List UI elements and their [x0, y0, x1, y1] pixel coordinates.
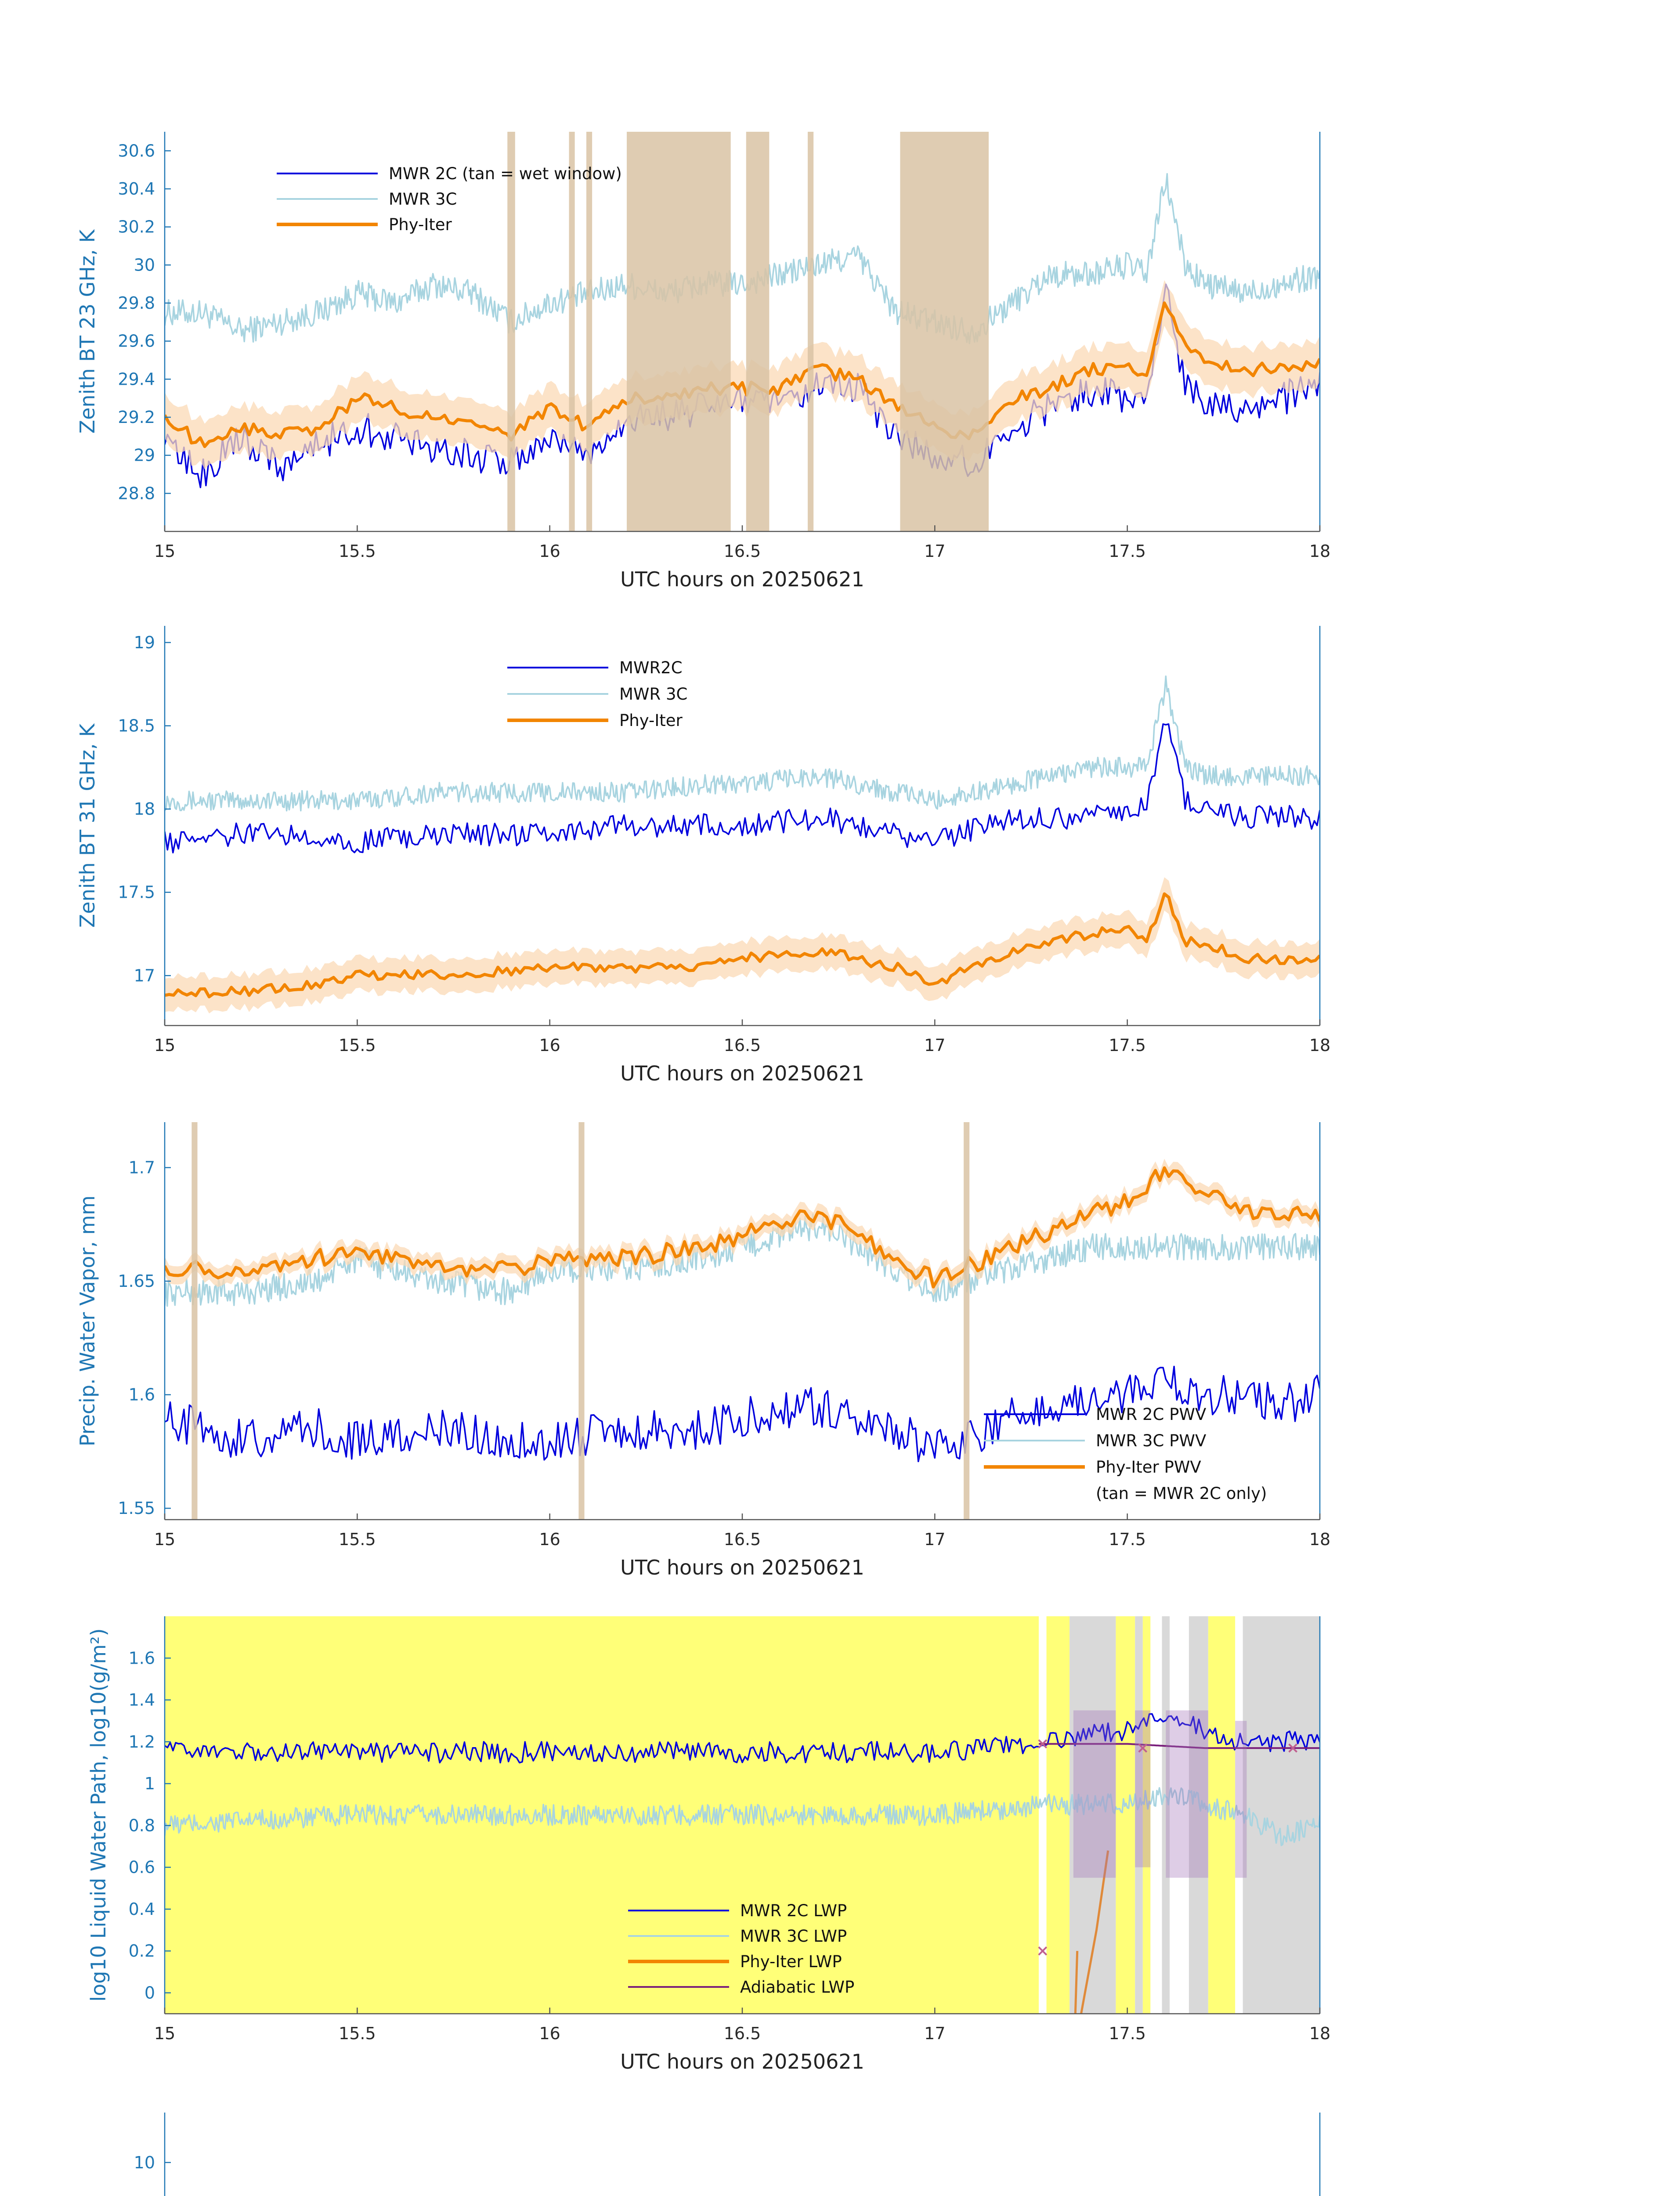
wet-window-shade [191, 1122, 197, 1520]
y-tick-label: 29 [134, 445, 155, 465]
adiabatic-uncertainty [1073, 1710, 1116, 1878]
y-tick-label: 18.5 [118, 716, 155, 736]
lwp-marker [1039, 1947, 1047, 1955]
y-tick-label: 17 [134, 966, 155, 986]
x-tick-label: 16.5 [723, 2024, 761, 2043]
clear-sky-shade [1047, 1616, 1070, 2014]
adiabatic-uncertainty [1135, 1710, 1150, 1867]
legend-label: Phy-Iter [389, 215, 452, 234]
y-tick-label: 1.2 [128, 1732, 155, 1752]
series-uncertainty-band [165, 877, 1320, 1013]
wet-window-shade [578, 1122, 584, 1520]
panel-p4 [87, 1616, 1330, 2073]
y-tick-label: 0.8 [128, 1816, 155, 1835]
adiabatic-uncertainty [1235, 1721, 1246, 1878]
y-tick-label: 1.65 [118, 1271, 155, 1291]
y-tick-label: 29.2 [118, 408, 155, 427]
panel-p5 [76, 2113, 1330, 2196]
panel-p1 [76, 132, 1330, 591]
legend-label: MWR 3C [389, 190, 457, 209]
panel-p3 [76, 1122, 1330, 1579]
y-tick-label: 18 [134, 799, 155, 819]
x-tick-label: 17 [924, 2024, 946, 2043]
wet-window-shade [569, 132, 575, 531]
y-axis-label: Zenith BT 31 GHz, K [76, 723, 99, 928]
panel-p2 [76, 626, 1330, 1085]
y-tick-label: 0.2 [128, 1941, 155, 1961]
x-tick-label: 16 [539, 1530, 560, 1549]
x-tick-label: 17 [924, 1530, 946, 1549]
y-tick-label: 1.55 [118, 1499, 155, 1518]
y-tick-label: 28.8 [118, 484, 155, 503]
y-tick-label: 1.6 [128, 1385, 155, 1405]
x-tick-label: 15 [154, 542, 176, 561]
legend [984, 1405, 1267, 1503]
legend-label: Adiabatic LWP [740, 1978, 855, 1997]
wet-window-shade [808, 132, 813, 531]
legend-label: MWR 2C LWP [740, 1901, 847, 1920]
wet-window-shade [746, 132, 770, 531]
legend-label: Phy-Iter [619, 711, 683, 730]
legend-label: MWR 3C PWV [1096, 1431, 1207, 1450]
y-tick-label: 0.6 [128, 1857, 155, 1877]
wet-window-shade [964, 1122, 969, 1520]
x-tick-label: 18 [1309, 2024, 1331, 2043]
plot-area [165, 132, 1320, 531]
series-mwr2c [165, 724, 1320, 853]
x-axis-label: UTC hours on 20250621 [620, 567, 864, 591]
legend-label: MWR 3C [619, 685, 688, 704]
wet-window-shade [627, 132, 731, 531]
y-tick-label: 30 [134, 255, 155, 275]
x-axis-label: UTC hours on 20250621 [620, 1062, 864, 1085]
x-tick-label: 16 [539, 1036, 560, 1055]
wet-window-shade [507, 132, 515, 531]
legend [507, 658, 687, 730]
x-tick-label: 15 [154, 1036, 176, 1055]
x-tick-label: 17.5 [1109, 1530, 1146, 1549]
y-axis-label: log10 Liquid Water Path, log10(g/m²) [87, 1628, 110, 2002]
x-tick-label: 18 [1309, 1036, 1331, 1055]
x-tick-label: 17 [924, 1036, 946, 1055]
y-tick-label: 30.6 [118, 141, 155, 161]
y-tick-label: 1.6 [128, 1648, 155, 1668]
legend-label: MWR 2C PWV [1096, 1405, 1207, 1424]
x-tick-label: 15.5 [339, 2024, 376, 2043]
x-tick-label: 16.5 [723, 1036, 761, 1055]
y-tick-label: 19 [134, 632, 155, 652]
x-tick-label: 15.5 [339, 1530, 376, 1549]
y-tick-label: 1 [144, 1774, 155, 1794]
y-tick-label: 30.4 [118, 179, 155, 199]
y-tick-label: 29.6 [118, 331, 155, 351]
plot-area [165, 676, 1320, 1014]
x-tick-label: 18 [1309, 1530, 1331, 1549]
y-tick-label: 1.4 [128, 1690, 155, 1710]
legend-label: MWR2C [619, 658, 683, 677]
y-tick-label: 29.4 [118, 369, 155, 389]
x-tick-label: 17.5 [1109, 542, 1146, 561]
y-tick-label: 17.5 [118, 882, 155, 902]
y-tick-label: 0.4 [128, 1899, 155, 1919]
y-tick-label: 0 [144, 1983, 155, 2003]
series-mwr3c [165, 676, 1320, 811]
y-tick-label: 10 [134, 2153, 155, 2172]
legend-label: MWR 3C LWP [740, 1927, 847, 1946]
x-tick-label: 15.5 [339, 1036, 376, 1055]
wet-window-shade [586, 132, 592, 531]
legend-label: (tan = MWR 2C only) [1096, 1484, 1267, 1503]
x-tick-label: 17.5 [1109, 1036, 1146, 1055]
x-tick-label: 15 [154, 1530, 176, 1549]
y-tick-label: 1.7 [128, 1158, 155, 1177]
x-tick-label: 16 [539, 2024, 560, 2043]
x-tick-label: 16.5 [723, 542, 761, 561]
legend-label: MWR 2C (tan = wet window) [389, 164, 622, 183]
y-axis-label: Precip. Water Vapor, mm [76, 1195, 99, 1447]
y-tick-label: 29.8 [118, 293, 155, 313]
y-tick-label: 30.2 [118, 217, 155, 237]
x-axis-label: UTC hours on 20250621 [620, 1556, 864, 1579]
x-tick-label: 15.5 [339, 542, 376, 561]
y-axis-label: Zenith BT 23 GHz, K [76, 229, 99, 434]
adiabatic-uncertainty [1166, 1710, 1208, 1878]
legend-label: Phy-Iter PWV [1096, 1458, 1201, 1477]
x-tick-label: 16.5 [723, 1530, 761, 1549]
x-tick-label: 18 [1309, 542, 1331, 561]
wet-window-shade [900, 132, 989, 531]
x-tick-label: 17.5 [1109, 2024, 1146, 2043]
x-tick-label: 16 [539, 542, 560, 561]
legend-label: Phy-Iter LWP [740, 1952, 842, 1971]
clear-sky-shade [1116, 1616, 1135, 2014]
x-tick-label: 17 [924, 542, 946, 561]
series-uncertainty-band [165, 1159, 1320, 1296]
x-tick-label: 15 [154, 2024, 176, 2043]
x-axis-label: UTC hours on 20250621 [620, 2050, 864, 2073]
